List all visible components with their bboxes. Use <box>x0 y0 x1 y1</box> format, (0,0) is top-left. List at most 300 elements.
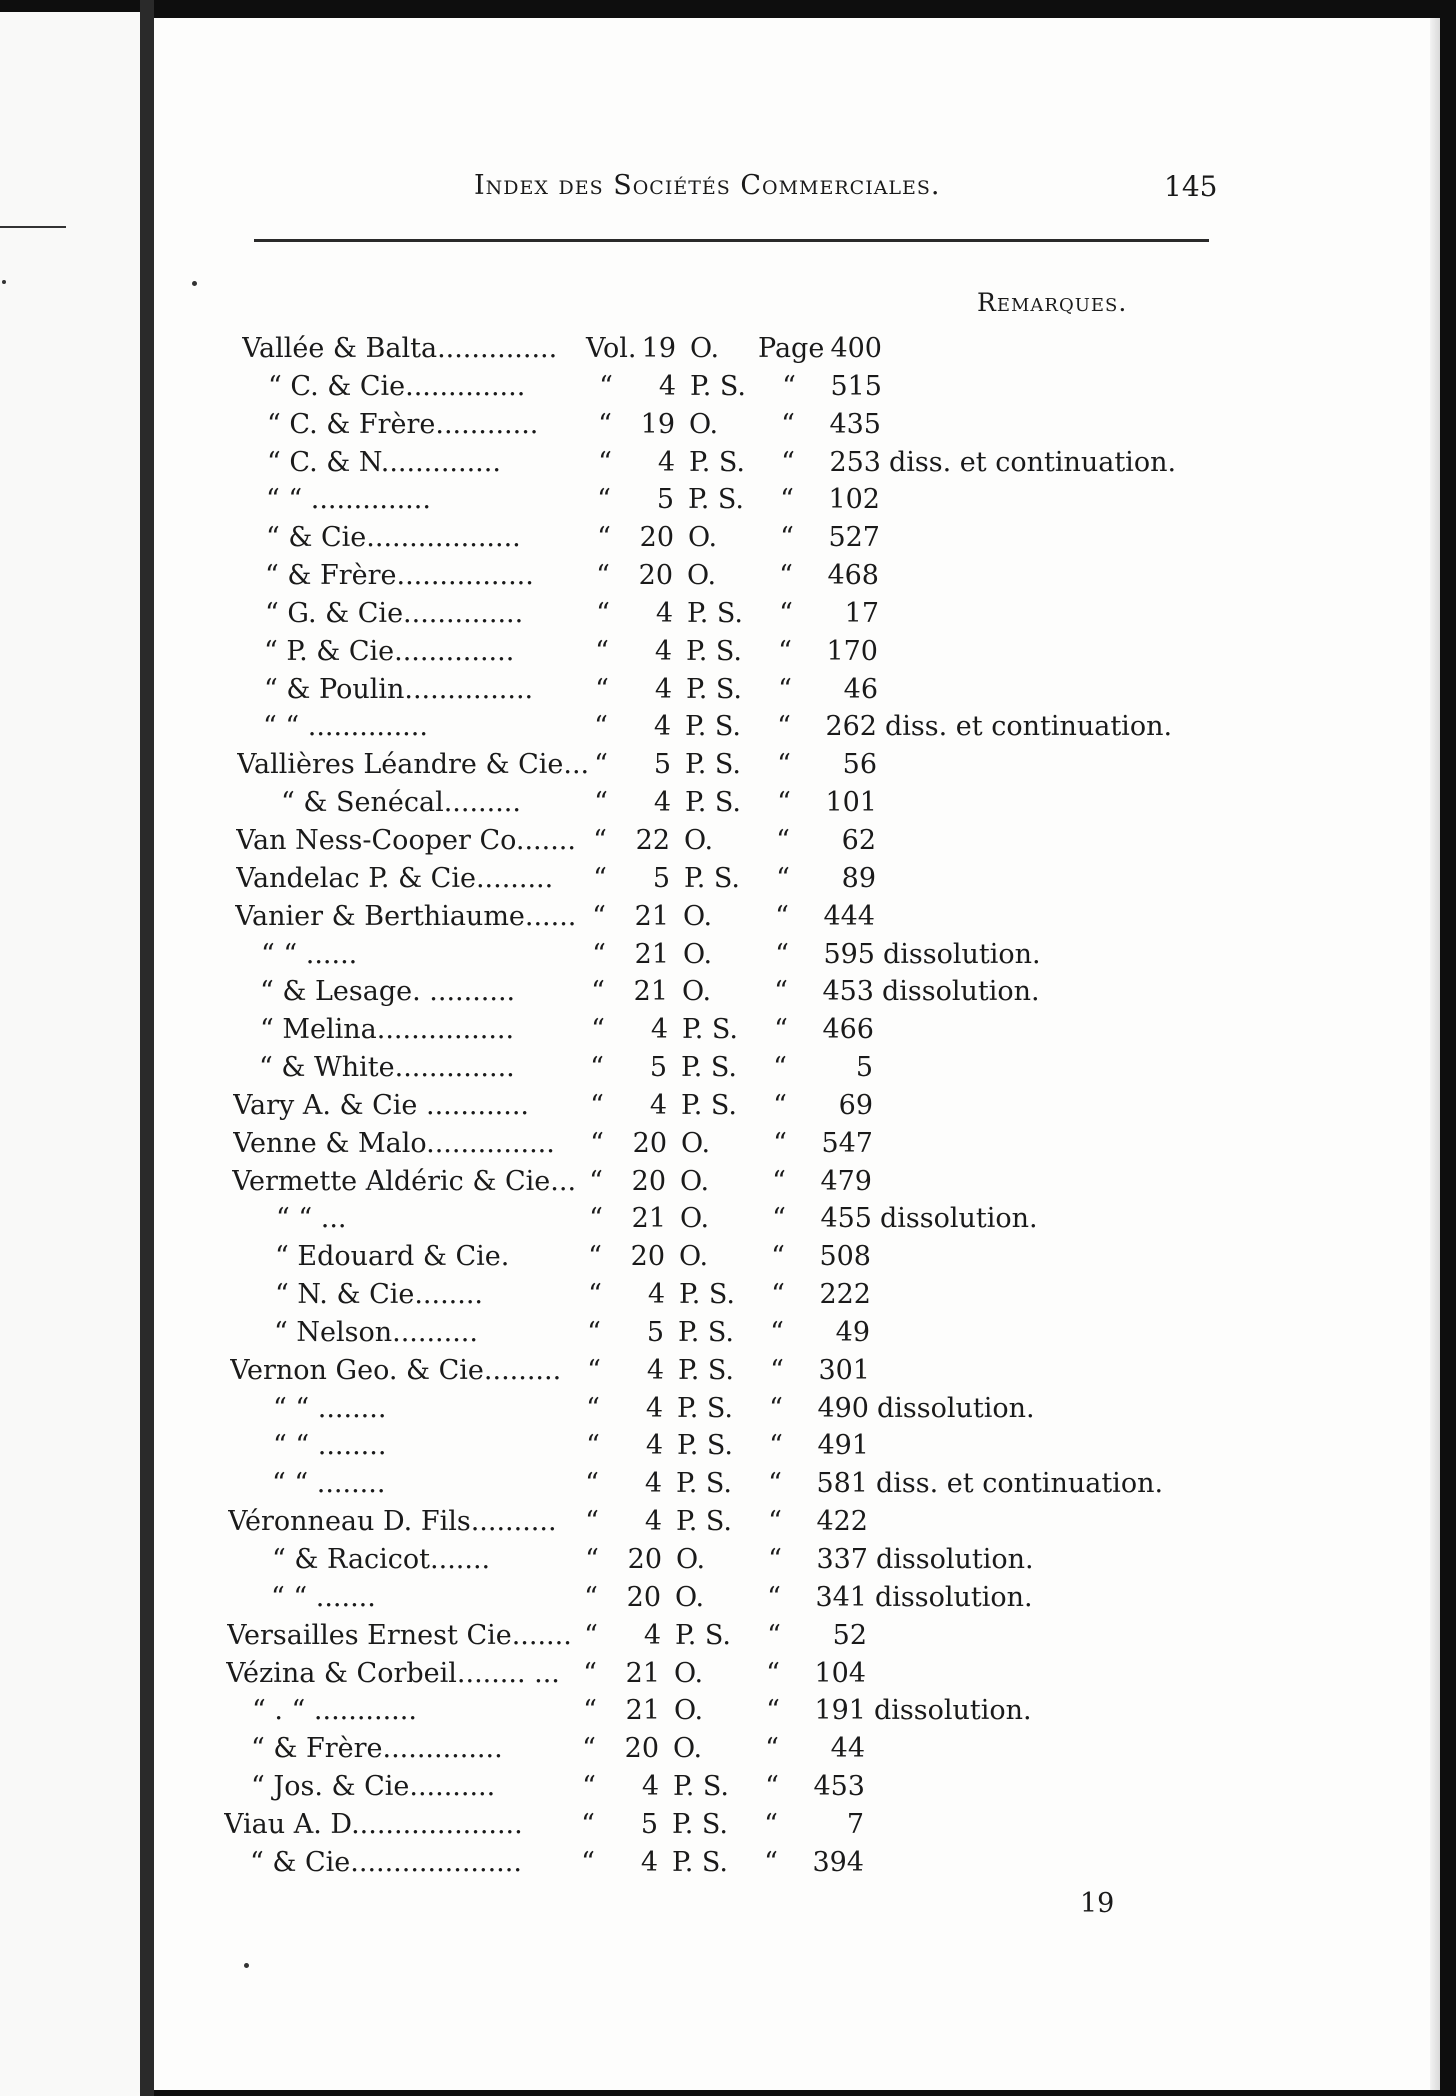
entry-name: Vallée & Balta.............. <box>242 333 558 364</box>
page-value: 7 <box>846 1808 864 1840</box>
remarks-column-heading: Remarques. <box>977 288 1128 317</box>
index-row <box>154 1465 1440 1503</box>
volume-type: O. <box>674 1657 704 1689</box>
volume-type: O. <box>676 1544 706 1575</box>
volume-number: 4 <box>641 1771 659 1803</box>
volume-number: 4 <box>643 1619 661 1651</box>
volume-number: 4 <box>654 673 672 705</box>
volume-number: 4 <box>653 711 671 743</box>
index-row <box>154 784 1440 822</box>
volume-type: P. S. <box>676 1506 732 1538</box>
volume-number: 4 <box>644 1468 662 1500</box>
entry-name: “ C. & Frère............ <box>267 408 539 440</box>
remark: diss. et continuation. <box>885 711 1173 743</box>
volume-type: P. S. <box>686 635 742 667</box>
index-row <box>154 822 1440 860</box>
page-label: “ <box>770 1354 784 1386</box>
volume-label: “ <box>590 1052 604 1084</box>
index-row <box>154 1730 1440 1768</box>
volume-type: P. S. <box>679 1279 735 1311</box>
volume-number: 21 <box>625 1657 660 1689</box>
volume-number: 4 <box>647 1279 665 1311</box>
page-value: 527 <box>828 522 880 554</box>
page-value: 337 <box>816 1544 868 1575</box>
index-row <box>154 1011 1440 1049</box>
page-value: 262 <box>825 711 877 743</box>
volume-type: P. S. <box>687 597 743 629</box>
page-label: “ <box>772 1165 786 1197</box>
entry-name: Van Ness-Cooper Co....... <box>236 824 576 856</box>
volume-type: O. <box>675 1581 705 1613</box>
volume-type: P. S. <box>672 1808 728 1840</box>
volume-number: 4 <box>640 1846 658 1878</box>
volume-type: P. S. <box>675 1619 731 1651</box>
volume-label: “ <box>589 1165 603 1197</box>
page-value: 102 <box>828 484 880 516</box>
volume-label: “ <box>597 522 611 554</box>
index-row <box>154 898 1440 936</box>
index-row <box>154 368 1440 406</box>
volume-type: O. <box>673 1733 703 1765</box>
volume-number: 4 <box>658 370 676 402</box>
volume-number: 4 <box>655 597 673 629</box>
page-label: “ <box>768 1506 782 1538</box>
facing-page-rule <box>0 226 66 228</box>
page-value: 435 <box>829 408 881 440</box>
entry-name: “ & Cie.................. <box>266 522 521 554</box>
volume-number: 5 <box>646 1316 664 1348</box>
page-label: Page <box>758 333 825 364</box>
page-value: 69 <box>838 1089 873 1121</box>
volume-label: “ <box>598 446 612 478</box>
index-row <box>154 444 1440 482</box>
volume-number: 21 <box>634 900 669 932</box>
facing-page <box>0 12 140 2096</box>
page-label: “ <box>767 1581 781 1613</box>
volume-number: 20 <box>638 560 673 592</box>
volume-number: 20 <box>627 1544 662 1575</box>
entry-name: “ “ ....... <box>271 1581 376 1613</box>
header-rule <box>254 239 1209 242</box>
volume-number: 20 <box>626 1581 661 1613</box>
entry-name: “ “ ...... <box>261 938 358 970</box>
volume-number: 4 <box>644 1506 662 1538</box>
volume-type: O. <box>681 1127 711 1159</box>
page-label: “ <box>766 1695 780 1727</box>
volume-label: “ <box>588 1241 602 1273</box>
volume-label: “ <box>599 370 613 402</box>
page-label: “ <box>767 1619 781 1651</box>
page-label: “ <box>772 1203 786 1235</box>
page-value: 453 <box>822 976 874 1008</box>
remark: dissolution. <box>876 1544 1034 1575</box>
page-value: 46 <box>843 673 878 705</box>
volume-number: 20 <box>632 1127 667 1159</box>
remark: dissolution. <box>882 976 1040 1008</box>
volume-label: “ <box>586 1392 600 1424</box>
page-value: 455 <box>820 1203 872 1235</box>
volume-label: “ <box>591 1014 605 1046</box>
entry-name: “ “ ........ <box>272 1468 386 1500</box>
page-value: 490 <box>817 1392 869 1424</box>
volume-label: “ <box>583 1695 597 1727</box>
volume-number: 21 <box>631 1203 666 1235</box>
index-row <box>154 633 1440 671</box>
entry-name: Vanier & Berthiaume...... <box>235 900 577 932</box>
page-value: 547 <box>821 1127 873 1159</box>
page-value: 101 <box>825 787 877 819</box>
page-label: “ <box>777 711 791 743</box>
volume-number: 4 <box>650 1014 668 1046</box>
volume-type: P. S. <box>681 1089 737 1121</box>
entry-name: “ G. & Cie.............. <box>265 597 524 629</box>
page-value: 62 <box>841 824 876 856</box>
page-label: “ <box>780 484 794 516</box>
page-label: “ <box>773 1089 787 1121</box>
volume-type: O. <box>689 408 719 440</box>
index-row <box>154 557 1440 595</box>
facing-page-mark <box>2 280 6 284</box>
entry-name: “ & Frère.............. <box>251 1733 503 1765</box>
volume-type: O. <box>687 560 717 592</box>
volume-number: 4 <box>649 1089 667 1121</box>
volume-label: “ <box>595 635 609 667</box>
remark: dissolution. <box>883 938 1041 970</box>
index-row <box>154 595 1440 633</box>
page-value: 301 <box>818 1354 870 1386</box>
book-gutter <box>140 0 154 2096</box>
entry-name: “ “ ... <box>276 1203 347 1235</box>
page-label: “ <box>781 408 795 440</box>
index-row <box>154 1844 1440 1882</box>
volume-label: “ <box>584 1581 598 1613</box>
volume-type: P. S. <box>688 484 744 516</box>
page-value: 253 <box>829 446 881 478</box>
page-label: “ <box>778 635 792 667</box>
volume-label: “ <box>590 1127 604 1159</box>
volume-type: P. S. <box>681 1052 737 1084</box>
entry-name: “ & Lesage. .......... <box>260 976 516 1008</box>
page-label: “ <box>765 1733 779 1765</box>
volume-label: “ <box>593 862 607 894</box>
volume-label: “ <box>594 787 608 819</box>
volume-label: “ <box>593 824 607 856</box>
page-value: 17 <box>844 597 879 629</box>
volume-number: 19 <box>640 408 675 440</box>
entry-name: “ C. & N.............. <box>267 446 501 478</box>
volume-label: “ <box>583 1657 597 1689</box>
entry-name: “ “ .............. <box>266 484 431 516</box>
page-label: “ <box>775 900 789 932</box>
volume-number: 20 <box>631 1165 666 1197</box>
page-label: “ <box>773 1127 787 1159</box>
volume-type: O. <box>683 900 713 932</box>
volume-label: “ <box>582 1771 596 1803</box>
entry-name: “ C. & Cie.............. <box>268 370 526 402</box>
index-row <box>154 1163 1440 1201</box>
page-label: “ <box>765 1771 779 1803</box>
index-row <box>154 519 1440 557</box>
index-row <box>154 708 1440 746</box>
index-row <box>154 1087 1440 1125</box>
entry-name: Versailles Ernest Cie....... <box>227 1619 572 1651</box>
volume-label: “ <box>594 711 608 743</box>
entry-name: Vandelac P. & Cie......... <box>236 862 554 894</box>
volume-type: P. S. <box>673 1771 729 1803</box>
folio-signature: 19 <box>1080 1888 1115 1919</box>
book-page <box>154 18 1440 2090</box>
entry-name: Vernon Geo. & Cie......... <box>230 1354 562 1386</box>
volume-type: P. S. <box>677 1392 733 1424</box>
volume-label: “ <box>595 673 609 705</box>
entry-name: Vermette Aldéric & Cie... <box>232 1165 577 1197</box>
page-label: “ <box>773 1052 787 1084</box>
page-value: 52 <box>832 1619 867 1651</box>
page-value: 479 <box>820 1165 872 1197</box>
page-value: 89 <box>841 862 876 894</box>
page-label: “ <box>782 370 796 402</box>
index-row <box>154 973 1440 1011</box>
volume-number: 4 <box>657 446 675 478</box>
page-label: “ <box>774 1014 788 1046</box>
volume-label: “ <box>587 1354 601 1386</box>
volume-label: “ <box>592 938 606 970</box>
volume-label: “ <box>585 1506 599 1538</box>
volume-label: “ <box>594 749 608 781</box>
volume-type: P. S. <box>690 370 746 402</box>
page-label: “ <box>779 597 793 629</box>
volume-label: “ <box>584 1619 598 1651</box>
volume-type: P. S. <box>689 446 745 478</box>
page-value: 104 <box>814 1657 866 1689</box>
index-row <box>154 481 1440 519</box>
index-row <box>154 406 1440 444</box>
volume-type: P. S. <box>684 862 740 894</box>
page-value: 44 <box>830 1733 865 1765</box>
index-row <box>154 1314 1440 1352</box>
volume-type: O. <box>680 1203 710 1235</box>
entry-name: Vary A. & Cie ............ <box>233 1089 529 1121</box>
entry-name: Vallières Léandre & Cie... <box>237 749 590 781</box>
page-value: 222 <box>819 1279 871 1311</box>
page-label: “ <box>776 862 790 894</box>
entry-name: “ & Frère................ <box>265 560 534 592</box>
page-value: 444 <box>823 900 875 932</box>
entry-name: “ Nelson.......... <box>274 1316 478 1348</box>
remark: dissolution. <box>877 1392 1035 1424</box>
volume-number: 4 <box>654 635 672 667</box>
index-row <box>154 1125 1440 1163</box>
page-label: “ <box>771 1241 785 1273</box>
volume-number: 20 <box>624 1733 659 1765</box>
page-label: “ <box>781 446 795 478</box>
volume-label: “ <box>598 408 612 440</box>
volume-label: Vol. <box>586 333 637 364</box>
volume-label: “ <box>585 1468 599 1500</box>
volume-type: P. S. <box>678 1354 734 1386</box>
page-value: 394 <box>812 1846 864 1878</box>
entry-name: “ Jos. & Cie.......... <box>251 1771 496 1803</box>
index-row <box>154 1503 1440 1541</box>
index-row <box>154 1238 1440 1276</box>
volume-label: “ <box>581 1808 595 1840</box>
index-row <box>154 1352 1440 1390</box>
index-row <box>154 860 1440 898</box>
index-row <box>154 1427 1440 1465</box>
volume-type: O. <box>690 333 720 364</box>
remark: dissolution. <box>875 1581 1033 1613</box>
index-row <box>154 1390 1440 1428</box>
remark: dissolution. <box>874 1695 1032 1727</box>
volume-label: “ <box>588 1279 602 1311</box>
volume-label: “ <box>586 1430 600 1462</box>
index-row <box>154 1276 1440 1314</box>
page-value: 453 <box>813 1771 865 1803</box>
page-label: “ <box>779 560 793 592</box>
volume-number: 22 <box>635 824 670 856</box>
index-row <box>154 671 1440 709</box>
entry-name: “ & White.............. <box>259 1052 515 1084</box>
page-value: 56 <box>842 749 877 781</box>
running-title: Index des Sociétés Commerciales. <box>474 170 941 201</box>
page-label: “ <box>768 1468 782 1500</box>
entry-name: “ “ ........ <box>273 1430 387 1462</box>
volume-label: “ <box>591 976 605 1008</box>
volume-type: O. <box>683 938 713 970</box>
page-label: “ <box>768 1544 782 1575</box>
volume-label: “ <box>592 900 606 932</box>
volume-type: O. <box>688 522 718 554</box>
volume-number: 20 <box>639 522 674 554</box>
page-value: 508 <box>819 1241 871 1273</box>
entry-name: “ “ ........ <box>273 1392 387 1424</box>
remark: diss. et continuation. <box>876 1468 1164 1500</box>
entry-name: “ “ .............. <box>263 711 428 743</box>
entry-name: “ & Racicot....... <box>272 1544 491 1575</box>
page-value: 400 <box>830 333 882 364</box>
entry-name: Viau A. D.................... <box>224 1808 523 1840</box>
volume-type: P. S. <box>677 1430 733 1462</box>
volume-number: 4 <box>653 787 671 819</box>
page-label: “ <box>764 1846 778 1878</box>
page-label: “ <box>770 1316 784 1348</box>
page-label: “ <box>777 787 791 819</box>
volume-type: O. <box>679 1241 709 1273</box>
page-value: 341 <box>815 1581 867 1613</box>
volume-type: P. S. <box>678 1316 734 1348</box>
index-row <box>154 1579 1440 1617</box>
entry-name: Venne & Malo............... <box>233 1127 555 1159</box>
volume-number: 5 <box>649 1052 667 1084</box>
entry-name: Vézina & Corbeil........ ... <box>226 1657 560 1689</box>
page-label: “ <box>777 749 791 781</box>
volume-label: “ <box>587 1316 601 1348</box>
page-value: 581 <box>816 1468 868 1500</box>
index-row <box>154 746 1440 784</box>
margin-mark <box>192 281 197 286</box>
volume-label: “ <box>596 597 610 629</box>
page-label: “ <box>764 1808 778 1840</box>
index-row <box>154 1806 1440 1844</box>
page-value: 5 <box>855 1052 873 1084</box>
volume-label: “ <box>590 1089 604 1121</box>
volume-type: P. S. <box>686 673 742 705</box>
index-row <box>154 1768 1440 1806</box>
volume-number: 4 <box>645 1392 663 1424</box>
page-label: “ <box>780 522 794 554</box>
page-value: 191 <box>814 1695 866 1727</box>
volume-number: 19 <box>641 333 676 364</box>
entry-name: “ P. & Cie.............. <box>264 635 515 667</box>
page-number: 145 <box>1164 170 1218 203</box>
remark: dissolution. <box>880 1203 1038 1235</box>
entry-name: “ Edouard & Cie. <box>275 1241 510 1273</box>
index-row <box>154 1692 1440 1730</box>
index-row <box>154 936 1440 974</box>
page-value: 170 <box>826 635 878 667</box>
volume-type: P. S. <box>676 1468 732 1500</box>
volume-number: 4 <box>646 1354 664 1386</box>
page-label: “ <box>771 1279 785 1311</box>
page-label: “ <box>778 673 792 705</box>
volume-number: 5 <box>640 1808 658 1840</box>
page-value: 468 <box>827 560 879 592</box>
page-value: 515 <box>830 370 882 402</box>
volume-number: 5 <box>656 484 674 516</box>
index-row <box>154 1541 1440 1579</box>
index-entries <box>154 330 1440 1882</box>
volume-type: P. S. <box>682 1014 738 1046</box>
page-value: 422 <box>816 1506 868 1538</box>
volume-number: 21 <box>634 938 669 970</box>
page-value: 49 <box>835 1316 870 1348</box>
page-label: “ <box>775 938 789 970</box>
volume-number: 5 <box>653 749 671 781</box>
index-row <box>154 330 1440 368</box>
entry-name: “ Melina................ <box>260 1014 515 1046</box>
entry-name: “ & Poulin............... <box>264 673 534 705</box>
page-label: “ <box>774 976 788 1008</box>
volume-type: P. S. <box>685 749 741 781</box>
page-label: “ <box>776 824 790 856</box>
volume-label: “ <box>585 1544 599 1575</box>
volume-type: O. <box>682 976 712 1008</box>
entry-name: “ & Cie.................... <box>250 1846 522 1878</box>
index-row <box>154 1655 1440 1693</box>
volume-type: O. <box>674 1695 704 1727</box>
index-row <box>154 1049 1440 1087</box>
entry-name: “ . “ ............ <box>252 1695 417 1727</box>
volume-number: 5 <box>652 862 670 894</box>
page-value: 491 <box>817 1430 869 1462</box>
page-label: “ <box>769 1392 783 1424</box>
volume-type: O. <box>680 1165 710 1197</box>
volume-number: 20 <box>630 1241 665 1273</box>
volume-type: P. S. <box>685 787 741 819</box>
page-value: 595 <box>823 938 875 970</box>
volume-label: “ <box>596 560 610 592</box>
margin-mark <box>244 1963 249 1968</box>
entry-name: Véronneau D. Fils.......... <box>228 1506 557 1538</box>
volume-label: “ <box>582 1733 596 1765</box>
entry-name: “ N. & Cie........ <box>275 1279 483 1311</box>
page-value: 466 <box>822 1014 874 1046</box>
remark: diss. et continuation. <box>889 446 1177 478</box>
volume-label: “ <box>589 1203 603 1235</box>
index-row <box>154 1200 1440 1238</box>
volume-number: 4 <box>645 1430 663 1462</box>
volume-type: O. <box>684 824 714 856</box>
